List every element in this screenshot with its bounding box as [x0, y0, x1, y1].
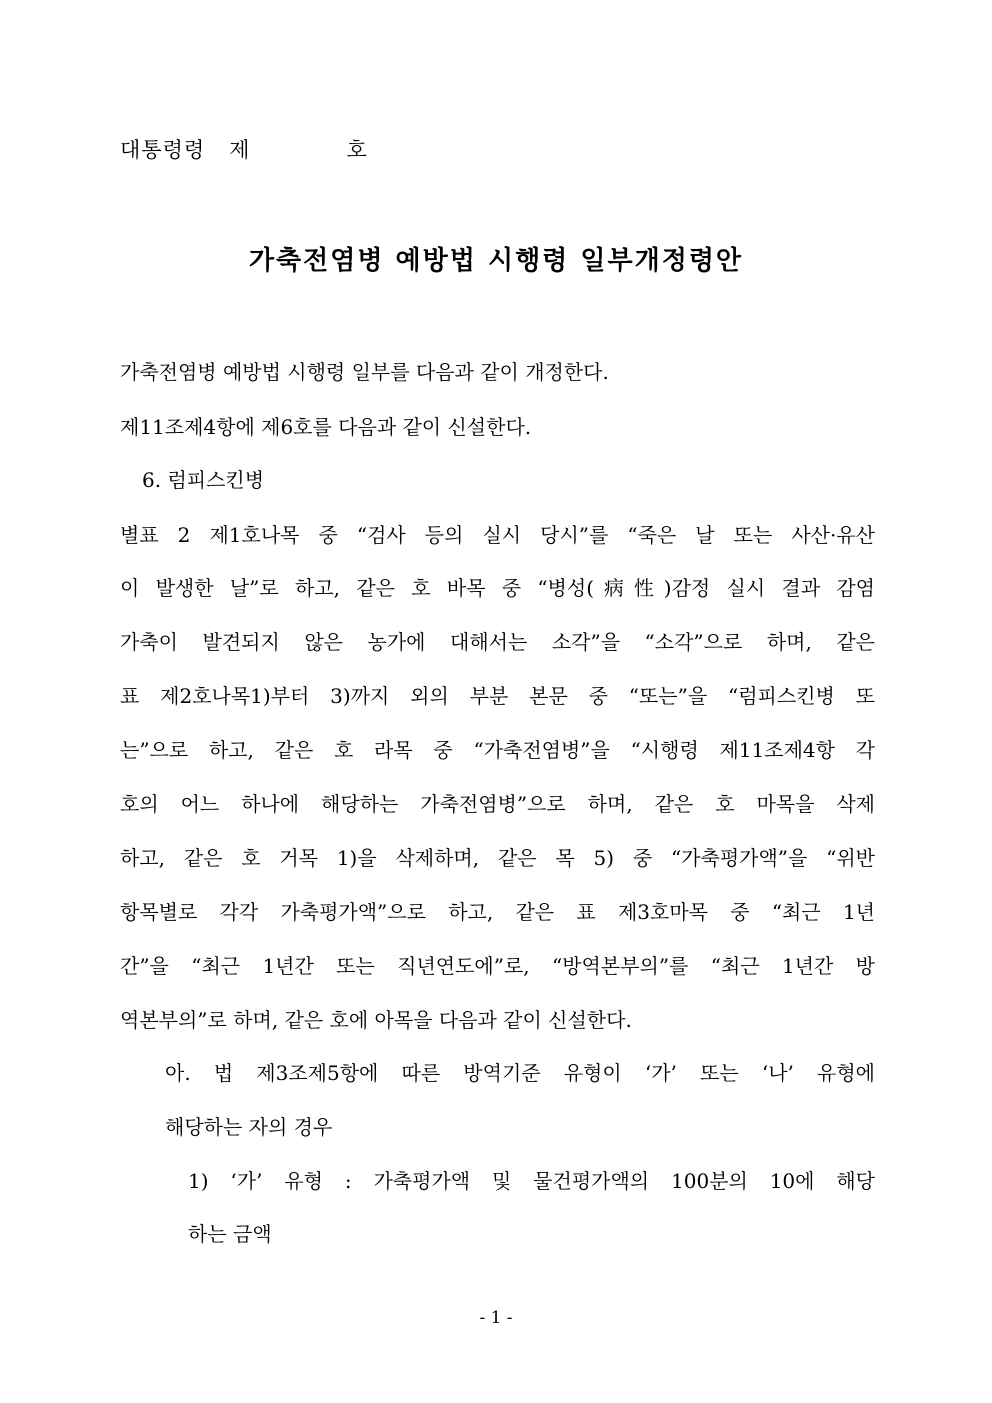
decree-ho: 호 — [346, 138, 368, 162]
decree-number — [120, 134, 368, 164]
paragraph-line: 호의 어느 하나에 해당하는 가축전염병”으로 하며, 같은 호 마목을 삭제 — [120, 792, 875, 816]
paragraph-line: 는”으로 하고, 같은 호 라목 중 “가축전염병”을 “시행령 제11조제4항 각 — [120, 738, 875, 762]
document-title: 가축전염병 예방법 시행령 일부개정령안 — [248, 246, 744, 276]
subsubitem-line: 하는 금액 — [188, 1222, 272, 1246]
paragraph-line: 간”을 “최근 1년간 또는 직년연도에”로, “방역본부의”를 “최근 1년간 방 — [120, 954, 875, 978]
paragraph-line: 별표 2 제1호나목 중 “검사 등의 실시 당시”를 “죽은 날 또는 사산·유산 — [120, 523, 875, 547]
item-line: 6. 럼피스킨병 — [142, 468, 265, 492]
intro-line: 가축전염병 예방법 시행령 일부를 다음과 같이 개정한다. — [120, 360, 609, 384]
paragraph-line: 이 발생한 날”로 하고, 같은 호 바목 중 “병성(病性)감정 실시 결과 감염 — [120, 576, 875, 600]
subitem-line: 해당하는 자의 경우 — [165, 1115, 333, 1139]
paragraph-line: 역본부의”로 하며, 같은 호에 아목을 다음과 같이 신설한다. — [120, 1008, 632, 1032]
subsubitem-line: 1) ‘가’ 유형 : 가축평가액 및 물건평가액의 100분의 10에 해당 — [188, 1169, 875, 1193]
subitem-line: 아. 법 제3조제5항에 따른 방역기준 유형이 ‘가’ 또는 ‘나’ 유형에 — [165, 1061, 875, 1085]
paragraph-line: 하고, 같은 호 거목 1)을 삭제하며, 같은 목 5) 중 “가축평가액”을 “위반 — [120, 846, 875, 870]
article-line: 제11조제4항에 제6호를 다음과 같이 신설한다. — [120, 415, 532, 439]
page-number: - 1 - — [479, 1308, 513, 1328]
decree-je: 제 — [229, 138, 251, 162]
paragraph-line: 가축이 발견되지 않은 농가에 대해서는 소각”을 “소각”으로 하며, 같은 — [120, 630, 875, 654]
paragraph-line: 항목별로 각각 가축평가액”으로 하고, 같은 표 제3호마목 중 “최근 1년 — [120, 900, 875, 924]
paragraph-line: 표 제2호나목1)부터 3)까지 외의 부분 본문 중 “또는”을 “럼피스킨병 또 — [120, 684, 875, 708]
decree-label: 대통령령 — [120, 138, 206, 162]
